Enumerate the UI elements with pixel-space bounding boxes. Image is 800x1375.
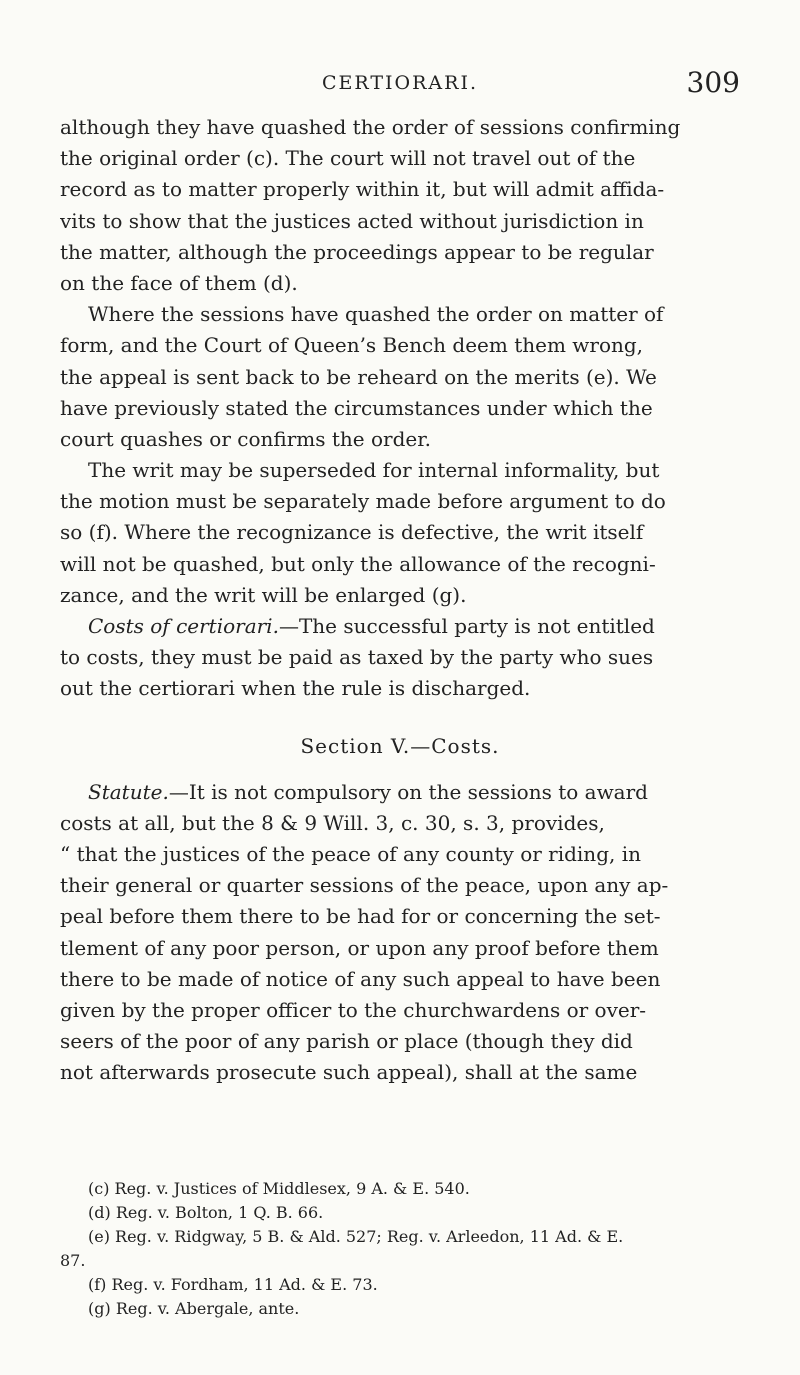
body-text bbox=[60, 112, 740, 1088]
running-title: CERTIORARI. bbox=[321, 72, 478, 94]
text-line: record as to matter properly within it, but will admit affida- bbox=[60, 177, 665, 202]
text-line: so (f). Where the recognizance is defective, the writ itself bbox=[60, 520, 644, 545]
text-line: zance, and the writ will be enlarged (g). bbox=[60, 582, 467, 607]
text-line: costs at all, but the 8 & 9 Will. 3, c. 30, s. 3, provides, bbox=[60, 810, 605, 835]
footnote: (e) Reg. v. Ridgway, 5 B. & Ald. 527; Reg. v. Arleedon, 11 Ad. & E. bbox=[88, 1227, 624, 1246]
text-line: the matter, although the proceedings appear to be regular bbox=[60, 239, 654, 264]
footnote: (g) Reg. v. Abergale, ante. bbox=[88, 1299, 300, 1318]
text-line: seers of the poor of any parish or place (though they did bbox=[60, 1029, 633, 1054]
text-line: the appeal is sent back to be reheard on the merits (e). We bbox=[60, 364, 657, 389]
text-line: the motion must be separately made before argument to do bbox=[60, 489, 666, 514]
text-line: peal before them there to be had for or concerning the set- bbox=[60, 904, 661, 929]
text-line: tlement of any poor person, or upon any proof before them bbox=[60, 935, 659, 960]
text-line: the original order (c). The court will not travel out of the bbox=[60, 146, 636, 171]
text-run: —It is not compulsory on the sessions to award bbox=[168, 779, 648, 804]
page bbox=[60, 0, 740, 1375]
text-line: out the certiorari when the rule is discharged. bbox=[60, 676, 531, 701]
text-run: —The successful party is not entitled bbox=[278, 614, 655, 638]
footnotes bbox=[60, 1177, 740, 1321]
text-line: not afterwards prosecute such appeal), shall at the same bbox=[60, 1060, 638, 1085]
text-line: there to be made of notice of any such appeal to have been bbox=[60, 966, 661, 991]
text-line: to costs, they must be paid as taxed by the party who sues bbox=[60, 645, 654, 670]
text-line: will not be quashed, but only the allowance of the recogni- bbox=[60, 551, 656, 576]
text-line bbox=[60, 777, 740, 808]
costs-lead: Costs of certiorari. bbox=[88, 614, 279, 638]
text-line bbox=[60, 611, 740, 642]
text-line: The writ may be superseded for internal informality, but bbox=[88, 458, 660, 483]
text-line: court quashes or confirms the order. bbox=[60, 426, 431, 451]
footnote: (c) Reg. v. Justices of Middlesex, 9 A. & E. 540. bbox=[88, 1179, 470, 1198]
text-line: given by the proper officer to the churchwardens or over- bbox=[60, 997, 647, 1022]
text-line: their general or quarter sessions of the peace, upon any ap- bbox=[60, 873, 669, 898]
footnote: (f) Reg. v. Fordham, 11 Ad. & E. 73. bbox=[88, 1275, 378, 1294]
footnote: 87. bbox=[60, 1251, 86, 1270]
section-heading: Section V.—Costs. bbox=[300, 733, 500, 758]
text-line: although they have quashed the order of sessions confirming bbox=[60, 115, 681, 139]
text-line: Where the sessions have quashed the order on matter of bbox=[88, 302, 664, 327]
text-line: “ that the justices of the peace of any county or riding, in bbox=[60, 841, 641, 866]
statute-lead: Statute. bbox=[88, 779, 169, 804]
text-line: form, and the Court of Queen’s Bench deem them wrong, bbox=[60, 333, 644, 358]
text-line: on the face of them (d). bbox=[60, 270, 298, 295]
footnote: (d) Reg. v. Bolton, 1 Q. B. 66. bbox=[88, 1203, 324, 1222]
page-header bbox=[60, 66, 740, 112]
text-line: have previously stated the circumstances under which the bbox=[60, 395, 653, 420]
page-number: 309 bbox=[686, 66, 740, 99]
text-line: vits to show that the justices acted without jurisdiction in bbox=[60, 208, 644, 233]
